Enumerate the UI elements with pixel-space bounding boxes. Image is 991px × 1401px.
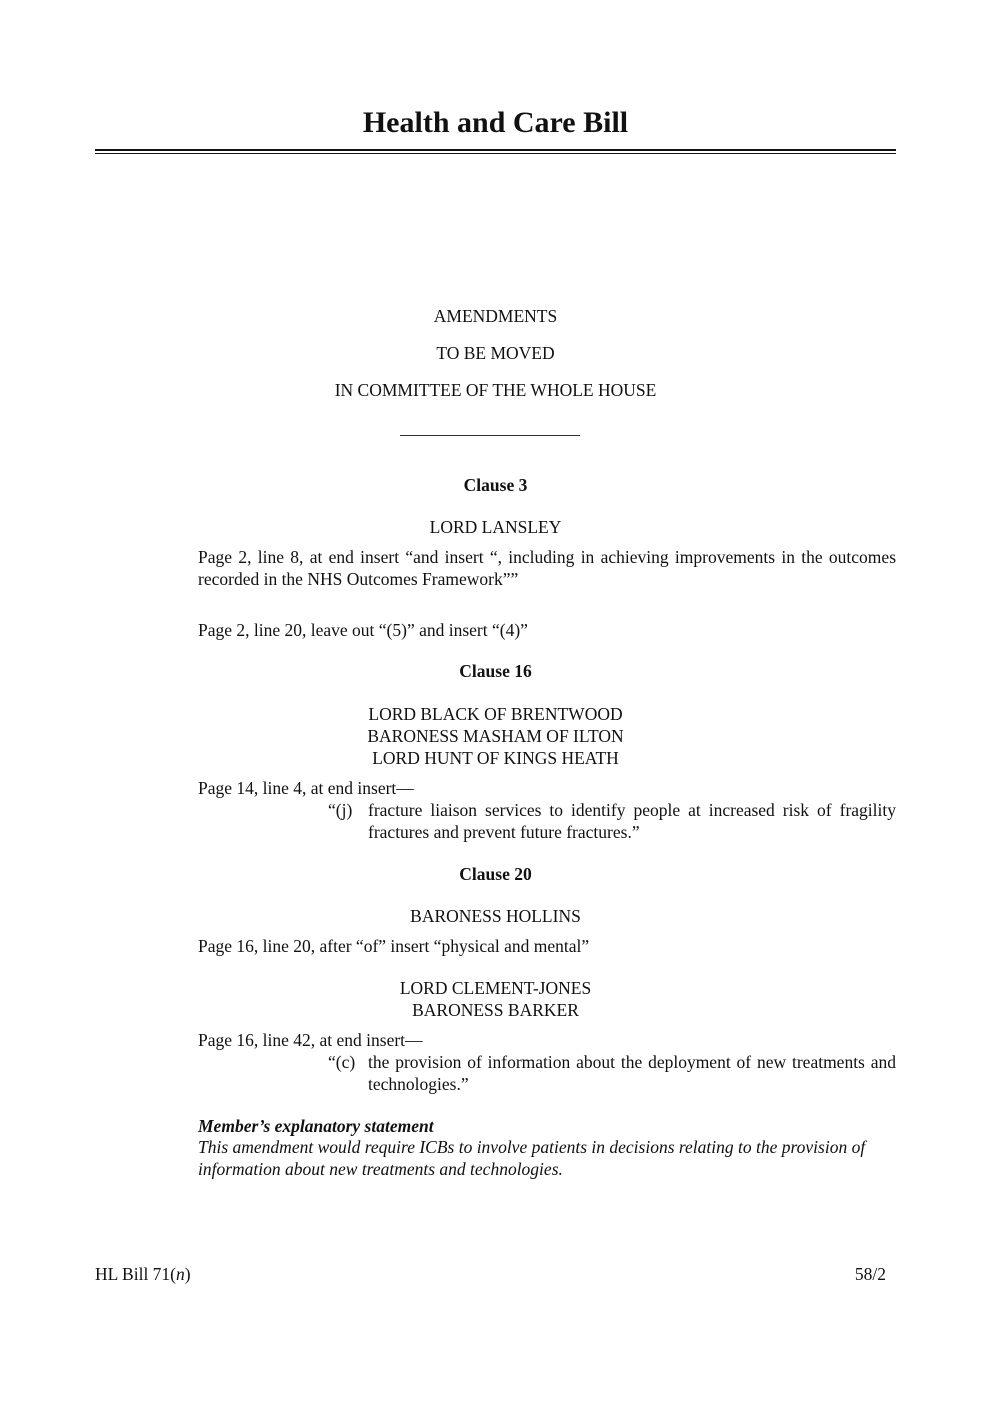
bill-ref-text: HL Bill 71( bbox=[95, 1264, 177, 1284]
item-text: fracture liaison services to identify people at increased risk of fragility fractures and prevent future fractures.” bbox=[368, 800, 896, 842]
section-divider bbox=[400, 435, 580, 436]
bill-ref-suffix: n bbox=[176, 1264, 185, 1284]
amendment-text: Page 2, line 20, leave out “(5)” and insert “(4)” bbox=[198, 620, 528, 640]
amendment-text: Page 16, line 42, at end insert— bbox=[198, 1030, 423, 1050]
inserted-paragraph bbox=[328, 800, 896, 843]
member-name: BARONESS HOLLINS bbox=[410, 906, 581, 926]
item-label: “(c) bbox=[328, 1052, 356, 1072]
member-name: LORD CLEMENT-JONES bbox=[399, 978, 592, 998]
member-name: BARONESS BARKER bbox=[412, 1000, 579, 1020]
member-name: BARONESS MASHAM OF ILTON bbox=[367, 726, 624, 746]
member-name: LORD LANSLEY bbox=[429, 517, 562, 537]
page-reference: 58/2 bbox=[854, 1264, 886, 1284]
bill-reference bbox=[95, 1264, 191, 1285]
item-label: “(j) bbox=[328, 800, 353, 820]
inserted-paragraph bbox=[328, 1052, 896, 1095]
clause-20-heading: Clause 20 bbox=[459, 864, 532, 884]
intro-line-2: TO BE MOVED bbox=[436, 343, 555, 363]
item-text: the provision of information about the deployment of new treatments and technologies.” bbox=[368, 1052, 896, 1094]
clause-3-heading: Clause 3 bbox=[463, 475, 528, 495]
intro-line-3: IN COMMITTEE OF THE WHOLE HOUSE bbox=[334, 380, 657, 400]
clause-16-heading: Clause 16 bbox=[459, 661, 532, 681]
explanatory-statement-heading: Member’s explanatory statement bbox=[198, 1116, 434, 1136]
amendment-text: Page 16, line 20, after “of” insert “physical and mental” bbox=[198, 936, 590, 956]
member-name: LORD BLACK OF BRENTWOOD bbox=[368, 704, 623, 724]
document-title: Health and Care Bill bbox=[362, 106, 629, 139]
amendment-text: Page 14, line 4, at end insert— bbox=[198, 778, 414, 798]
amendment-text: Page 2, line 8, at end insert “and insert “, including in achieving improvements in the outcomes recorded in the NHS Outcomes Framework”” bbox=[198, 547, 896, 589]
explanatory-statement-text: This amendment would require ICBs to involve patients in decisions relating to the provision of information about new treatments and technologies. bbox=[198, 1137, 866, 1179]
bill-ref-close: ) bbox=[184, 1264, 191, 1284]
title-rule-thin bbox=[95, 153, 896, 154]
member-name: LORD HUNT OF KINGS HEATH bbox=[372, 748, 619, 768]
intro-line-1: AMENDMENTS bbox=[433, 306, 558, 326]
title-rule bbox=[95, 149, 896, 151]
